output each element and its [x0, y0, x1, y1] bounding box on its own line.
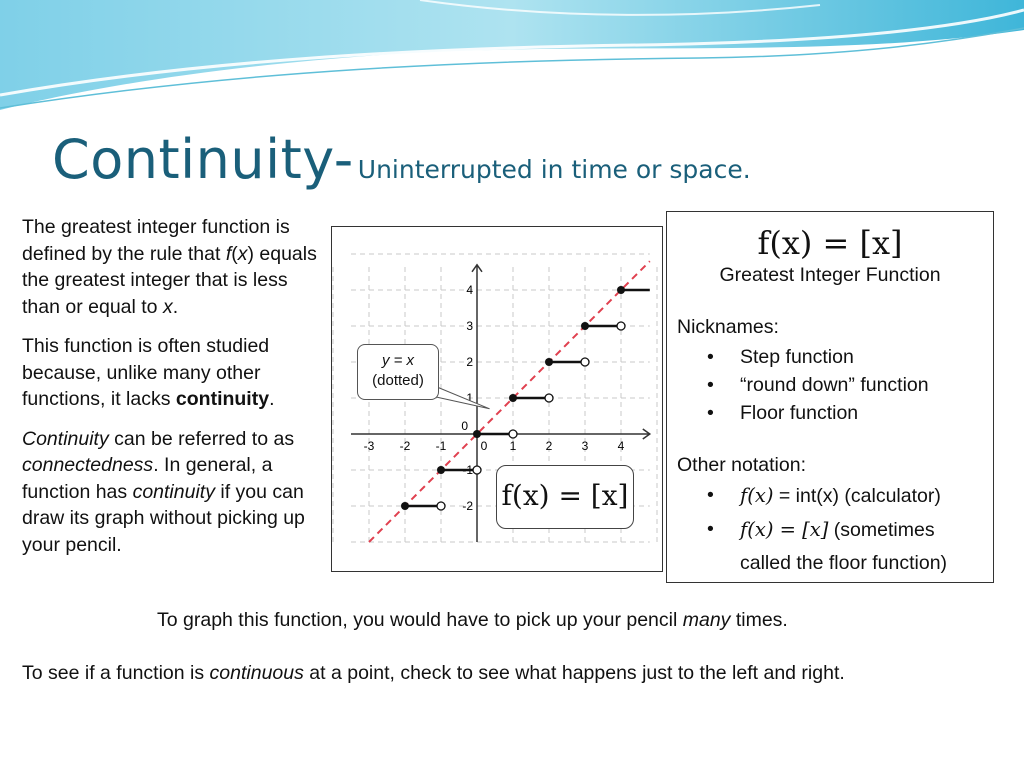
title-main: Continuity- [52, 128, 354, 191]
title-subtitle: Uninterrupted in time or space. [357, 155, 751, 184]
header-wave-decoration [0, 0, 1024, 120]
step-closed-point [509, 394, 517, 402]
left-text-column [22, 214, 322, 571]
step-open-point [437, 502, 445, 510]
x-tick-label: 3 [581, 439, 589, 453]
nickname-item: Step function [740, 346, 854, 368]
step-closed-point [545, 358, 553, 366]
x-tick-label: 0 [480, 439, 488, 453]
step-open-point [509, 430, 517, 438]
bullet-icon: • [707, 346, 714, 368]
bullet-icon: • [707, 402, 714, 424]
nickname-item: Floor function [740, 402, 859, 424]
info-subtitle: Greatest Integer Function [719, 264, 941, 286]
bullet-icon: • [707, 518, 714, 540]
page-title [52, 128, 751, 191]
y-tick-label: 4 [466, 283, 473, 297]
step-closed-point [581, 322, 589, 330]
callout-y-equals-x: y = x (dotted) [357, 344, 439, 400]
bullet-icon: • [707, 374, 714, 396]
step-closed-point [473, 430, 481, 438]
info-box [666, 211, 994, 583]
other-notation-label: Other notation: [677, 454, 806, 476]
step-closed-point [617, 286, 625, 294]
y-tick-label: 1 [466, 391, 473, 405]
paragraph-definition: The greatest integer function is defined by the rule that f(x) equals the greatest integer that is less than or equal to x. [22, 216, 317, 318]
y-tick-label: 3 [466, 319, 473, 333]
bottom-note-continuous: To see if a function is continuous at a point, check to see what happens just to the left and right. [22, 662, 845, 684]
step-open-point [617, 322, 625, 330]
step-function-graph [331, 226, 663, 572]
graph-formula-box: f(x) = [x] [496, 465, 634, 529]
step-open-point [473, 466, 481, 474]
bottom-note-pencil: To graph this function, you would have to pick up your pencil many times. [157, 609, 788, 631]
y-tick-label: -2 [462, 499, 473, 513]
notation-floor: f(x) = [x] (sometimes [740, 518, 935, 541]
info-formula: f(x) = [x] [757, 224, 903, 262]
bullet-icon: • [707, 484, 714, 506]
x-tick-label: 1 [509, 439, 517, 453]
notation-floor-continued: called the floor function) [740, 552, 948, 574]
x-tick-label: -3 [363, 439, 375, 453]
x-tick-label: -1 [435, 439, 447, 453]
nickname-item: “round down” function [740, 374, 929, 396]
nicknames-label: Nicknames: [677, 316, 779, 338]
y-tick-label: 0 [461, 419, 468, 433]
y-tick-label: 2 [466, 355, 473, 369]
step-open-point [581, 358, 589, 366]
paragraph-connectedness: Continuity can be referred to as connectedness. In general, a function has continuity if you can draw its graph without picking up your pencil. [22, 427, 305, 556]
step-open-point [545, 394, 553, 402]
paragraph-continuity: This function is often studied because, unlike many other functions, it lacks continuity. [22, 335, 275, 410]
x-tick-label: -2 [399, 439, 411, 453]
step-closed-point [437, 466, 445, 474]
x-tick-label: 4 [617, 439, 625, 453]
x-tick-label: 2 [545, 439, 553, 453]
y-tick-label: -1 [462, 463, 473, 477]
notation-int: f(x) = int(x) (calculator) [740, 484, 941, 507]
step-closed-point [401, 502, 409, 510]
